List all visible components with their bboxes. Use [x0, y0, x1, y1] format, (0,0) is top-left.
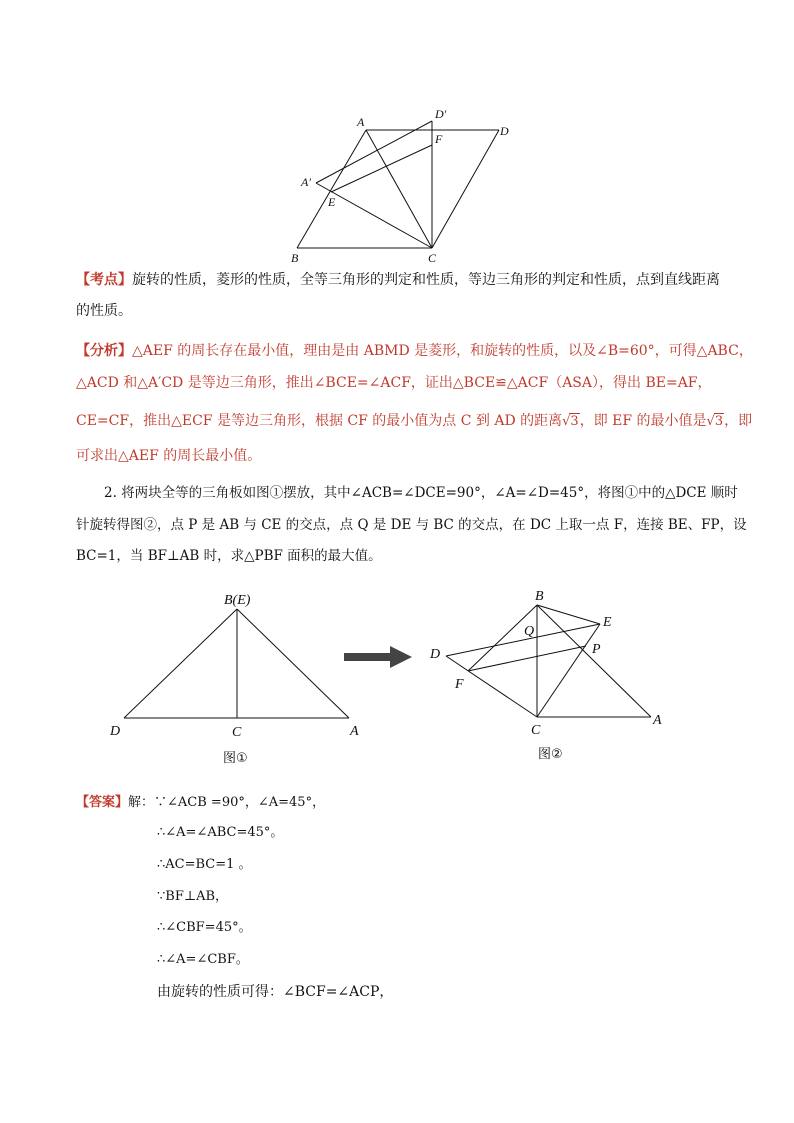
fenxi-text4: 可求出△AEF 的周长最小值。: [76, 448, 262, 464]
answer-text1: 解：∵∠ACB =90°，∠A=45°，: [128, 795, 326, 810]
fig2-label-E: E: [603, 615, 612, 630]
seg-D-C: [432, 130, 499, 248]
problem2-text3: BC=1，当 BF⊥AB 时，求△PBF 面积的最大值。: [76, 548, 382, 564]
figure-rhombus-rotation: [0, 0, 794, 270]
fenxi-tag: 【分析】: [76, 343, 132, 359]
fenxi-line1: [76, 341, 753, 361]
answer-line4: ∵BF⊥AB，: [157, 889, 229, 904]
problem2-line1: [104, 483, 738, 503]
fig2-label-F: F: [455, 677, 464, 692]
problem2-line3: [76, 546, 382, 566]
fig1-label-A: A: [350, 724, 359, 739]
problem2-line2: [76, 515, 747, 535]
label-F: F: [435, 132, 443, 146]
label-D-prime: D′: [435, 107, 447, 121]
fenxi-text1: △AEF 的周长存在最小值，理由是由 ABMD 是菱形，和旋转的性质，以及∠B=60°，可得△ABC，: [132, 343, 753, 359]
label-A-prime: A′: [301, 175, 311, 189]
fenxi-text3c: ，即: [724, 413, 753, 429]
figure-triangles: [0, 580, 794, 780]
answer-line7: 由旋转的性质可得：∠BCF=∠ACP，: [157, 984, 394, 1000]
problem2-text2: 针旋转得图②，点 P 是 AB 与 CE 的交点，点 Q 是 DE 与 BC 的交点，在 DC 上取一点 F，连接 BE、FP，设: [76, 517, 747, 533]
caption-fig1: 图①: [223, 751, 248, 766]
fig2-seg-F-P: [468, 646, 586, 671]
fenxi-line4: [76, 446, 261, 466]
fenxi-text3a: CE=CF，推出△ECF 是等边三角形，根据 CF 的最小值为点 C 到 AD 的距离: [76, 413, 563, 429]
seg-Ap-C: [316, 183, 432, 248]
label-B: B: [291, 251, 299, 265]
fig2-seg-D-E: [446, 624, 600, 656]
fig2-label-C: C: [531, 723, 541, 738]
sqrt-3-first: √3: [562, 414, 579, 429]
answer-line1: [76, 794, 325, 812]
answer-line2: ∴∠A=∠ABC=45°。: [157, 825, 284, 840]
fig1-label-C: C: [232, 725, 242, 740]
fenxi-text2: △ACD 和△A′CD 是等边三角形，推出∠BCE=∠ACF，证出△BCE≌△ACF（ASA），得出 BE=AF，: [76, 375, 712, 391]
seg-B-A: [297, 130, 366, 248]
fenxi-text3b: ，即 EF 的最小值是: [579, 413, 707, 429]
fig2-label-Q: Q: [524, 624, 535, 639]
kaodian-line2: [76, 301, 132, 321]
label-A: A: [357, 115, 365, 129]
fig1-label-D: D: [110, 724, 121, 739]
sqrt-3-second: √3: [706, 414, 724, 429]
answer-line3: ∴AC=BC=1 。: [157, 857, 252, 872]
right-arrow-icon: [344, 646, 412, 668]
label-D: D: [500, 124, 509, 138]
fig2-label-P: P: [592, 642, 601, 657]
fig1-seg-BE-A: [237, 609, 349, 718]
problem2-text1: 2. 将两块全等的三角板如图①摆放，其中∠ACB=∠DCE=90°，∠A=∠D=45°，将图①中的△DCE 顺时: [104, 485, 738, 501]
seg-E-F: [331, 145, 432, 192]
label-E: E: [328, 195, 336, 209]
seg-A-C: [366, 130, 432, 248]
kaodian-line1: [76, 270, 720, 290]
caption-fig2: 图②: [538, 747, 563, 762]
fig1-seg-D-BE: [124, 609, 237, 718]
fig2-label-D: D: [430, 647, 441, 662]
fig1-label-BE: B(E): [224, 593, 251, 608]
kaodian-tag: 【考点】: [76, 272, 132, 288]
fenxi-line3: [76, 411, 752, 432]
answer-tag: 【答案】: [76, 795, 129, 810]
answer-line6: ∴∠A=∠CBF。: [157, 952, 249, 967]
label-C: C: [428, 251, 437, 265]
fig2-seg-C-E: [537, 624, 600, 717]
kaodian-text2: 的性质。: [76, 303, 132, 319]
fenxi-line2: [76, 373, 712, 393]
kaodian-text1: 旋转的性质，菱形的性质，全等三角形的判定和性质，等边三角形的判定和性质，点到直线距离: [132, 272, 720, 288]
answer-line5: ∴∠CBF=45°。: [157, 920, 252, 935]
fig2-label-B: B: [535, 589, 544, 604]
fig2-label-A: A: [653, 713, 662, 728]
